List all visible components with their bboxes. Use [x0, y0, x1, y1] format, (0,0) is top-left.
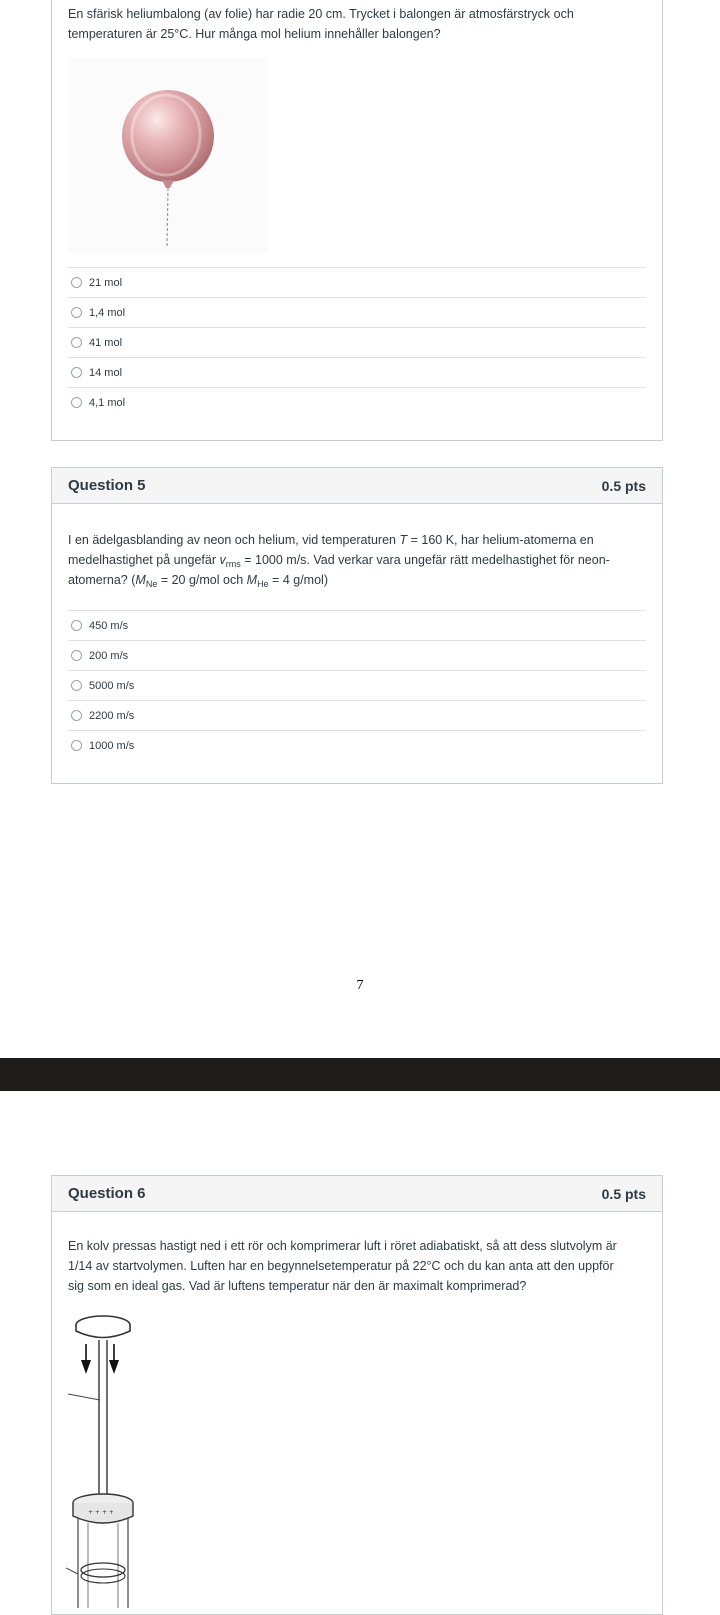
svg-text:+ + + +: + + + +	[88, 1509, 114, 1516]
radio-button[interactable]	[71, 337, 82, 348]
question-4-answers	[68, 267, 646, 417]
math-symbol: v	[219, 553, 226, 567]
piston-cylinder-image	[66, 1308, 176, 1608]
radio-button[interactable]	[71, 740, 82, 751]
answer-label: 14 mol	[89, 366, 123, 379]
question-6-card	[51, 1175, 663, 1615]
math-subscript: Ne	[145, 579, 158, 589]
answer-option[interactable]	[68, 387, 646, 417]
text-run: = 4 g/mol)	[268, 573, 328, 587]
answer-label: 4,1 mol	[89, 396, 126, 409]
radio-button[interactable]	[71, 307, 82, 318]
text-run: I en ädelgasblanding av neon och helium, vid temperaturen	[68, 533, 400, 547]
question-6-text-line-2: 1/14 av startvolymen. Luften har en begynnelsetemperatur på 22°C och du kan anta att den uppför	[68, 1259, 614, 1273]
answer-option[interactable]	[68, 730, 646, 760]
radio-button[interactable]	[71, 710, 82, 721]
text-run: = 160 K, har helium-atomerna en	[407, 533, 594, 547]
math-symbol: M	[246, 573, 258, 587]
page-number: 7	[356, 978, 364, 993]
answer-label: 41 mol	[89, 336, 123, 349]
answer-option[interactable]	[68, 670, 646, 700]
answer-label: 450 m/s	[89, 619, 129, 632]
radio-button[interactable]	[71, 397, 82, 408]
answer-option[interactable]	[68, 640, 646, 670]
question-6-text-line-1: En kolv pressas hastigt ned i ett rör och komprimerar luft i röret adiabatiskt, så att dess slutvolym är	[68, 1239, 617, 1253]
question-5-answers	[68, 610, 646, 760]
math-subscript: rms	[225, 559, 241, 569]
answer-option[interactable]	[68, 267, 646, 297]
answer-label: 1,4 mol	[89, 306, 126, 319]
math-subscript: He	[257, 579, 269, 589]
answer-option[interactable]	[68, 297, 646, 327]
answer-option[interactable]	[68, 610, 646, 640]
text-run: atomerna? (	[68, 573, 136, 587]
question-5-header	[52, 468, 662, 504]
answer-option[interactable]	[68, 327, 646, 357]
question-title: Question 6	[68, 1185, 146, 1202]
question-4-text	[52, 4, 590, 44]
question-4-text-line-2: temperaturen är 25°C. Hur många mol helium innehåller balongen?	[68, 27, 441, 41]
radio-button[interactable]	[71, 650, 82, 661]
answer-option[interactable]	[68, 700, 646, 730]
balloon-image	[68, 58, 268, 253]
question-4-text-line-1: En sfärisk heliumbalong (av folie) har radie 20 cm. Trycket i balongen är atmosfärstryck och	[68, 7, 574, 21]
answer-label: 200 m/s	[89, 649, 129, 662]
question-4-card	[51, 0, 663, 441]
text-run: medelhastighet på ungefär	[68, 553, 220, 567]
answer-label: 2200 m/s	[89, 709, 135, 722]
answer-label: 21 mol	[89, 276, 123, 289]
answer-option[interactable]	[68, 357, 646, 387]
radio-button[interactable]	[71, 620, 82, 631]
text-run: = 20 g/mol och	[157, 573, 247, 587]
question-points: 0.5 pts	[601, 477, 646, 494]
answer-label: 1000 m/s	[89, 739, 135, 752]
radio-button[interactable]	[71, 277, 82, 288]
question-5-text	[52, 530, 626, 590]
math-symbol: M	[135, 573, 146, 587]
question-6-header	[52, 1176, 662, 1212]
question-points: 0.5 pts	[601, 1185, 646, 1202]
math-symbol: T	[399, 533, 408, 547]
question-6-text-line-3: sig som en ideal gas. Vad är luftens temperatur när den är maximalt komprimerad?	[68, 1279, 527, 1293]
question-5-card	[51, 467, 663, 784]
radio-button[interactable]	[71, 367, 82, 378]
question-6-text	[52, 1236, 633, 1296]
answer-label: 5000 m/s	[89, 679, 135, 692]
text-run: = 1000 m/s. Vad verkar vara ungefär rätt medelhastighet för neon-	[240, 553, 610, 567]
question-title: Question 5	[68, 477, 146, 494]
page-separator-band	[0, 1058, 720, 1091]
radio-button[interactable]	[71, 680, 82, 691]
